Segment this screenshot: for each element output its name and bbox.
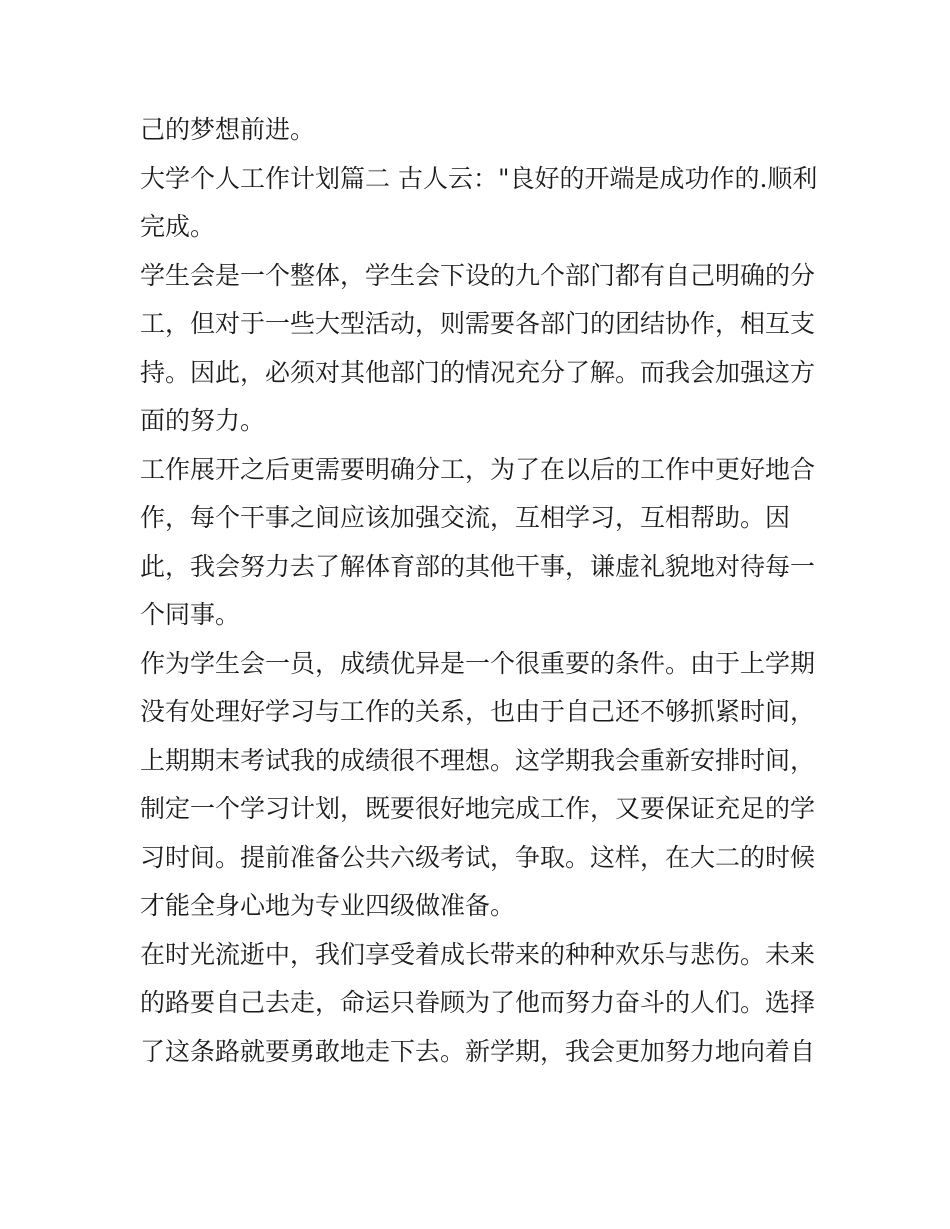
- text-line: 制定一个学习计划，既要很好地完成工作，又要保证充足的学: [140, 794, 816, 823]
- text-line: 没有处理好学习与工作的关系，也由于自己还不够抓紧时间，: [140, 697, 816, 726]
- text-line: 的路要自己去走，命运只眷顾为了他而努力奋斗的人们。选择: [140, 988, 816, 1017]
- text-line: 了这条路就要勇敢地走下去。新学期，我会更加努力地向着自: [140, 1036, 816, 1066]
- text-line: 个同事。: [140, 600, 241, 629]
- text-line: 己的梦想前进。: [140, 115, 316, 144]
- text-line: 学生会是一个整体，学生会下设的九个部门都有自己明确的分: [140, 260, 816, 290]
- text-line: 才能全身心地为专业四级做准备。: [140, 891, 516, 920]
- text-line: 面的努力。: [140, 406, 266, 435]
- text-line: 作，每个干事之间应该加强交流，互相学习，互相帮助。因: [140, 503, 791, 532]
- text-line: 在时光流逝中，我们享受着成长带来的种种欢乐与悲伤。未来: [140, 939, 816, 969]
- text-line: 大学个人工作计划篇二 古人云："良好的开端是成功作的.顺利: [140, 163, 818, 193]
- text-line: 作为学生会一员，成绩优异是一个很重要的条件。由于上学期: [140, 648, 816, 678]
- document-body: [140, 106, 816, 1076]
- text-line: 工作展开之后更需要明确分工，为了在以后的工作中更好地合: [140, 454, 816, 484]
- text-line: 完成。: [140, 212, 216, 241]
- text-line: 上期期末考试我的成绩很不理想。这学期我会重新安排时间，: [140, 745, 816, 775]
- text-line: 此，我会努力去了解体育部的其他干事，谦虚礼貌地对待每一: [140, 551, 816, 581]
- text-line: 持。因此，必须对其他部门的情况充分了解。而我会加强这方: [140, 357, 816, 387]
- text-line: 工，但对于一些大型活动，则需要各部门的团结协作，相互支: [140, 309, 816, 338]
- text-line: 习时间。提前准备公共六级考试，争取。这样，在大二的时候: [140, 842, 816, 872]
